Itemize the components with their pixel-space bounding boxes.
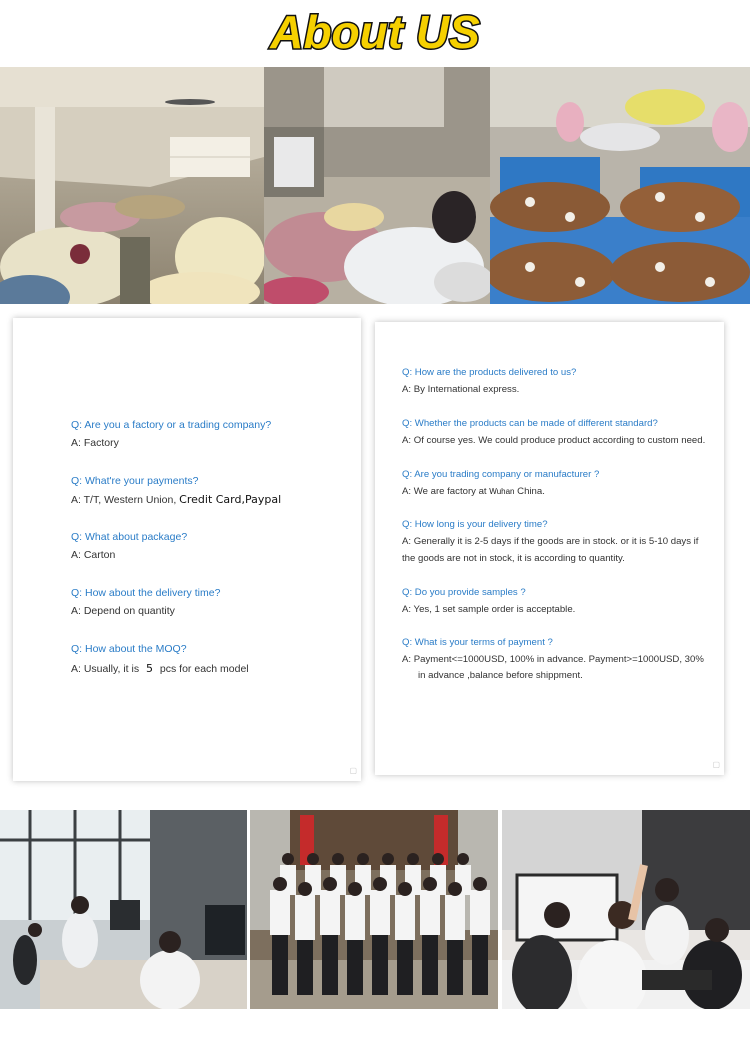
- faq-answer: A: Yes, 1 set sample order is acceptable.: [402, 604, 576, 615]
- faq-card-right: [375, 322, 724, 775]
- team-photo: [250, 810, 498, 1009]
- watermark: ▢: [349, 766, 357, 775]
- faq-answer: A: Payment<=1000USD, 100% in advance. Payment>=1000USD, 30%: [402, 654, 704, 665]
- faq-question: Q: Whether the products can be made of different standard?: [402, 418, 658, 429]
- faq-answer-text: A: T/T, Western Union,: [71, 494, 177, 506]
- faq-answer-cont: the goods are not in stock, it is according to quantity.: [402, 553, 625, 564]
- office-photo: [0, 810, 247, 1009]
- faq-answer-text: China.: [517, 486, 545, 497]
- faq-answer-text: A: We are factory at: [402, 486, 487, 497]
- factory-floor-photo: [0, 67, 264, 304]
- faq-answer-text: pcs for each model: [159, 663, 249, 675]
- faq-answer: [71, 662, 249, 675]
- faq-question: Q: What're your payments?: [71, 475, 199, 487]
- title-text: About US: [270, 6, 480, 58]
- faq-answer-cont: in advance ,balance before shippment.: [418, 670, 583, 681]
- faq-question: Q: Are you a factory or a trading company?: [71, 419, 272, 431]
- faq-question: Q: Do you provide samples ?: [402, 587, 526, 598]
- faq-answer: A: Factory: [71, 437, 119, 449]
- faq-answer: A: Carton: [71, 549, 116, 561]
- workshop-photo: [264, 67, 490, 304]
- faq-question: Q: Are you trading company or manufacturer ?: [402, 469, 600, 480]
- faq-answer: A: Of course yes. We could produce product according to custom need.: [402, 435, 706, 446]
- faq-answer-text: A: Usually, it is: [71, 663, 140, 675]
- faq-question: Q: How about the delivery time?: [71, 587, 221, 599]
- meeting-photo: [502, 810, 750, 1009]
- faq-answer: [71, 493, 281, 506]
- faq-question: Q: How are the products delivered to us?: [402, 367, 577, 378]
- page-title: [0, 0, 750, 66]
- faq-question: Q: What is your terms of payment ?: [402, 637, 553, 648]
- faq-answer: [402, 486, 545, 497]
- faq-question: Q: How long is your delivery time?: [402, 519, 548, 530]
- city-name: Wuhan: [489, 487, 515, 496]
- moq-number: 5: [146, 662, 153, 675]
- faq-answer-extra: Credit Card,Paypal: [179, 493, 282, 506]
- faq-card-left: [13, 318, 361, 781]
- watermark: ▢: [712, 760, 720, 769]
- faq-question: Q: How about the MOQ?: [71, 643, 187, 655]
- faq-question: Q: What about package?: [71, 531, 188, 543]
- production-line-photo: [490, 67, 750, 304]
- faq-answer: A: Generally it is 2-5 days if the goods are in stock. or it is 5-10 days if: [402, 536, 699, 547]
- faq-answer: A: By International express.: [402, 384, 520, 395]
- faq-answer: A: Depend on quantity: [71, 605, 175, 617]
